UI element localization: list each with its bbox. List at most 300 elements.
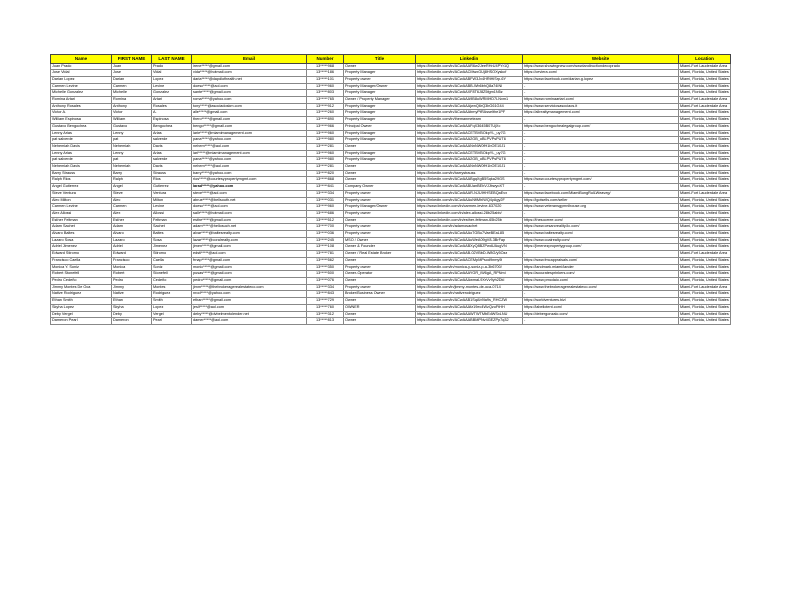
cell-last-name: Sosa	[152, 237, 192, 244]
cell-location: Miami, Florida, United States	[679, 298, 731, 305]
cell-first-name: Steve	[112, 190, 152, 197]
cell-last-name: Vergel	[152, 311, 192, 318]
cell-last-name: Lopez	[152, 304, 192, 311]
cell-last-name: Lopez	[152, 76, 192, 83]
cell-last-name: Gutierrez	[152, 184, 192, 191]
cell-name: Nehemiah Davis	[51, 164, 112, 171]
cell-name: Robert Stonefell	[51, 271, 112, 278]
cell-location: Miami, Florida, United States	[679, 184, 731, 191]
cell-number: 13*****076	[307, 278, 344, 285]
cell-name: Native Rodriguez	[51, 291, 112, 298]
cell-title: Owner	[344, 143, 416, 150]
cell-location: Miami, Florida, United States	[679, 204, 731, 211]
cell-website: https://www.facebook.com/MiamiBungRulLWeaveg/	[523, 190, 679, 197]
cell-linkedin: https://linkedin.com/in/ACwAAAwmaL9XrVv9yh2Dkl	[416, 278, 523, 285]
cell-linkedin: https://linkedin.com/in/ACwAAAWTWTMbEdWSxLNU	[416, 311, 523, 318]
table-row	[51, 103, 731, 110]
cell-linkedin: https://linkedin.com/in/ACwAAABgqXgB5Sqka29GS	[416, 177, 523, 184]
cell-last-name: A.	[152, 110, 192, 117]
cell-linkedin: https://linkedin.com/in/ACwAACETBVBOkpYL_uy7G	[416, 150, 523, 157]
cell-name: Lenny Arias	[51, 130, 112, 137]
cell-number: 13*****101	[307, 76, 344, 83]
cell-name: Dameron Pearl	[51, 318, 112, 325]
cell-number: 13*****260	[307, 110, 344, 117]
cell-location: Miami, Florida, United States	[679, 177, 731, 184]
cell-title: Property owner	[344, 231, 416, 238]
cell-number: 13*****868	[307, 177, 344, 184]
cell-title: Owner & Founder	[344, 244, 416, 251]
cell-location: Miami, Florida, United States	[679, 237, 731, 244]
cell-name: pat salverde	[51, 157, 112, 164]
cell-first-name: Francisco	[112, 257, 152, 264]
cell-website: https://ceviera.com/	[523, 70, 679, 77]
cell-email: ethan*****@gmail.com	[192, 298, 307, 305]
cell-first-name: Alex	[112, 210, 152, 217]
cell-email: vida*****@hotmail.com	[192, 70, 307, 77]
header-row	[51, 55, 731, 64]
table-row	[51, 76, 731, 83]
cell-last-name: Smith	[152, 298, 192, 305]
cell-title: Property Manager	[344, 90, 416, 97]
cell-location: Miami, Florida, United States	[679, 257, 731, 264]
cell-last-name: Stiromo	[152, 251, 192, 258]
cell-last-name: Levine	[152, 204, 192, 211]
table-row	[51, 210, 731, 217]
table-row	[51, 90, 731, 97]
cell-first-name: Barry	[112, 170, 152, 177]
cell-name: Skyha Lopez	[51, 304, 112, 311]
cell-linkedin: https://linkedin.com/in/themanmeteam	[416, 117, 523, 124]
cell-name: Edward Stiromo	[51, 251, 112, 258]
cell-location: Miami, Florida, United States	[679, 264, 731, 271]
cell-location: Miami, Florida, United States	[679, 157, 731, 164]
cell-first-name: Ethan	[112, 298, 152, 305]
cell-last-name: Caella	[152, 257, 192, 264]
cell-location: Miami, Florida, United States	[679, 224, 731, 231]
cell-email: steve*****@aol.com	[192, 190, 307, 197]
cell-first-name: Skyha	[112, 304, 152, 311]
cell-first-name: Dameron	[112, 318, 152, 325]
table-row	[51, 257, 731, 264]
header-website: Website	[523, 55, 679, 64]
cell-number: 13*****765	[307, 97, 344, 104]
cell-title: Principal Owner	[344, 123, 416, 130]
header-number: Number	[307, 55, 344, 64]
cell-name: Romina Artari	[51, 97, 112, 104]
cell-linkedin: https://linkedin.com/in/ACwAAABBMPNv4GEZPp7q32	[416, 318, 523, 325]
cell-number: 13*****960	[307, 83, 344, 90]
cell-email: esthe*****@gmail.com	[192, 217, 307, 224]
cell-last-name: Espinosa	[152, 117, 192, 124]
cell-location: Miami-Fort Lauderdale Area	[679, 284, 731, 291]
cell-email: larad*****@yahoo.com	[192, 184, 307, 191]
cell-linkedin: https://linkedin.com/in/ACwAAAuWeA09gV8-3BrFap	[416, 237, 523, 244]
cell-first-name: Victor	[112, 110, 152, 117]
cell-number: 13*****968	[307, 63, 344, 70]
cell-name: Ralph Rios	[51, 177, 112, 184]
cell-last-name: Sachet	[152, 224, 192, 231]
cell-number: 13*****334	[307, 284, 344, 291]
cell-title: MSO / Owner	[344, 237, 416, 244]
cell-number: 13*****108	[307, 244, 344, 251]
cell-website: -	[523, 90, 679, 97]
cell-name: Jimmy Montes De Oca	[51, 284, 112, 291]
table-row	[51, 83, 731, 90]
cell-first-name: Pedro	[112, 278, 152, 285]
cell-number: 13*****781	[307, 251, 344, 258]
cell-title: Property Manager	[344, 137, 416, 144]
cell-location: Miami-Fort Lauderdale Area	[679, 190, 731, 197]
cell-location: Miami, Florida, United States	[679, 170, 731, 177]
cell-last-name: Ventura	[152, 190, 192, 197]
cell-first-name: Gustavo	[112, 123, 152, 130]
cell-location: Miami-Fort Lauderdale Area	[679, 97, 731, 104]
cell-title: Property owner	[344, 224, 416, 231]
cell-title: Owner	[344, 164, 416, 171]
cell-number: 13*****186	[307, 70, 344, 77]
cell-last-name: Soniz	[152, 264, 192, 271]
cell-linkedin: https://linkedin.com/in/ACwAAANnNW0fH1bOE10J1	[416, 164, 523, 171]
cell-linkedin: https://linkedin.com/in/monica-y-soniz-p-a-3b6700/	[416, 264, 523, 271]
cell-name: Alec Milton	[51, 197, 112, 204]
cell-website: -	[523, 150, 679, 157]
table-row	[51, 298, 731, 305]
cell-location: Miami, Florida, United States	[679, 311, 731, 318]
cell-website: -	[523, 251, 679, 258]
cell-name: Darian Lopez	[51, 76, 112, 83]
cell-linkedin: https://linkedin.com/in/ACwAAA2GB_oBLPVPsPUT6	[416, 157, 523, 164]
cell-last-name: Bengochea	[152, 123, 192, 130]
cell-website: https://www.serviciosasociaos.it	[523, 103, 679, 110]
cell-email: pana*****@yahoo.com	[192, 137, 307, 144]
cell-email: doesc*****@aol.com	[192, 204, 307, 211]
table-row	[51, 197, 731, 204]
cell-website: -	[523, 130, 679, 137]
cell-linkedin: https://linkedin.com/in/ACwAAB1SqAb9Ia9s_RHCZW	[416, 298, 523, 305]
cell-title: Broker/Business Owner	[344, 291, 416, 298]
cell-last-name: Davis	[152, 143, 192, 150]
cell-email: nehem*****@aol.com	[192, 164, 307, 171]
cell-email: doesc*****@aol.com	[192, 83, 307, 90]
cell-email: sante*****@gmail.com	[192, 90, 307, 97]
cell-last-name: Davis	[152, 164, 192, 171]
cell-linkedin: https://linkedin.com/in/nativerodriguez	[416, 291, 523, 298]
cell-name: Gustavo Bengochea	[51, 123, 112, 130]
table-row	[51, 217, 731, 224]
cell-location: Miami, Florida, United States	[679, 76, 731, 83]
cell-first-name: Angel	[112, 184, 152, 191]
header-location: Location	[679, 55, 731, 64]
cell-title: Property Manager	[344, 110, 416, 117]
cell-linkedin: https://linkedin.com/in/ACwAAA9B8uWRMHD7LNxm1	[416, 97, 523, 104]
cell-website: https://jimenezpropertygroup.com/	[523, 244, 679, 251]
cell-title: Owner-Operator	[344, 271, 416, 278]
cell-linkedin: https://linkedin.com/in/ACwAAAR-NJUIHHSEBQaEvx	[416, 190, 523, 197]
cell-name: Adam Sachet	[51, 224, 112, 231]
cell-number: 13*****686	[307, 210, 344, 217]
cell-title: Company Owner	[344, 184, 416, 191]
cell-name: Monica Y. Soniz	[51, 264, 112, 271]
cell-title: Property owner	[344, 76, 416, 83]
cell-name: pat salverde	[51, 137, 112, 144]
table-row	[51, 244, 731, 251]
cell-linkedin: https://linkedin.com/in/ACwAAAuNfiMhIWQ4yAgy2F	[416, 197, 523, 204]
table-row	[51, 224, 731, 231]
cell-location: Miami, Florida, United States	[679, 137, 731, 144]
cell-linkedin: https://www.linkedin.com/in/esther-feltman-65b25b	[416, 217, 523, 224]
cell-first-name: Nehemiah	[112, 164, 152, 171]
table-row	[51, 204, 731, 211]
cell-location: Miami, Florida, United States	[679, 278, 731, 285]
cell-location: Miami, Florida, United States	[679, 217, 731, 224]
cell-last-name: Artari	[152, 97, 192, 104]
cell-location: Miami, Florida, United States	[679, 271, 731, 278]
cell-number: 13*****245	[307, 237, 344, 244]
cell-email: larie*****@miamimanagement.com	[192, 130, 307, 137]
cell-linkedin: https://linkedin.com/in/ACwAAAfz19ec4WzQzuFtHH	[416, 304, 523, 311]
cell-website: -	[523, 318, 679, 325]
cell-first-name: Robert	[112, 271, 152, 278]
cell-title: Property owner	[344, 264, 416, 271]
cell-name: Michelle Gonzalez	[51, 90, 112, 97]
cell-title: Property Manager/Owner	[344, 83, 416, 90]
cell-location: Miami-Fort Lauderdale Area	[679, 63, 731, 70]
cell-website: https://www.baltesrealty.com/	[523, 231, 679, 238]
cell-email: barry*****@yahoo.com	[192, 170, 307, 177]
cell-website: https://worldventures.biz/	[523, 298, 679, 305]
cell-location: Miami, Florida, United States	[679, 304, 731, 311]
table-row	[51, 304, 731, 311]
cell-name: Francisco Caella	[51, 257, 112, 264]
cell-first-name: Anthony	[112, 103, 152, 110]
cell-number: 13*****803	[307, 90, 344, 97]
table-row	[51, 110, 731, 117]
cell-number: 13*****960	[307, 204, 344, 211]
cell-number: 13*****350	[307, 264, 344, 271]
cell-number: 13*****960	[307, 150, 344, 157]
cell-number: 13*****813	[307, 318, 344, 325]
cell-number: 13*****036	[307, 231, 344, 238]
cell-linkedin: https://linkedin.com/in/ACwAACEMpMPsod9nmy9i	[416, 257, 523, 264]
cell-website: -	[523, 170, 679, 177]
cell-title: Owner	[344, 318, 416, 325]
table-row	[51, 130, 731, 137]
header-first-name: FIRST NAME	[112, 55, 152, 64]
cell-title: Property Manager	[344, 130, 416, 137]
cell-linkedin: https://linkedin.com/in/ACwAAAbmyPtRAsselthe1PF	[416, 110, 523, 117]
cell-name: Anthony Rosales	[51, 103, 112, 110]
cell-number: 13*****500	[307, 271, 344, 278]
table-row	[51, 137, 731, 144]
cell-last-name: Prado	[152, 63, 192, 70]
cell-last-name: Levine	[152, 83, 192, 90]
table-row	[51, 170, 731, 177]
cell-email: jimen*****@gmail.com	[192, 244, 307, 251]
cell-email: jimm*****@thebrokeragerealestateco.com	[192, 284, 307, 291]
cell-linkedin: https://linkedin.com/in/jimmy-montes-de-oca-0714	[416, 284, 523, 291]
cell-title: Property Manager	[344, 70, 416, 77]
cell-email: daria*****@dapdlofhealth.net	[192, 76, 307, 83]
cell-website: -	[523, 157, 679, 164]
table-row	[51, 231, 731, 238]
cell-location: Miami, Florida, United States	[679, 117, 731, 124]
cell-last-name: Stonefell	[152, 271, 192, 278]
cell-title: Owner	[344, 311, 416, 318]
table-row	[51, 251, 731, 258]
cell-linkedin: https://linkedin.com/in/ACwAAAYGR_iW6gA_RPNmi	[416, 271, 523, 278]
cell-website: https://labellotent.com/	[523, 304, 679, 311]
cell-title: Owner	[344, 298, 416, 305]
cell-email: alle*****@gmail.com	[192, 110, 307, 117]
cell-name: Barry Strauss	[51, 170, 112, 177]
cell-website: -	[523, 143, 679, 150]
table-row	[51, 117, 731, 124]
cell-name: Angel Gutierrez	[51, 184, 112, 191]
cell-title: Property Manager	[344, 103, 416, 110]
cell-email: rios*****@courtesypropertymgmt.com	[192, 177, 307, 184]
cell-name: Ethan Smith	[51, 298, 112, 305]
cell-email: frnap*****@gmail.com	[192, 257, 307, 264]
table-row	[51, 150, 731, 157]
cell-website: https://www.thebrokeragerealestateco.com/	[523, 284, 679, 291]
cell-number: 13*****966	[307, 123, 344, 130]
cell-first-name: pat	[112, 157, 152, 164]
cell-last-name: Arias	[152, 150, 192, 157]
cell-linkedin: https://linkedin.com/in/adamosachet	[416, 224, 523, 231]
cell-linkedin: https://www.linkedin.com/in/carmen-levine-637020	[416, 204, 523, 211]
cell-location: Miami-Fort Lauderdale Area	[679, 103, 731, 110]
cell-email: roma*****@yahoo.com	[192, 97, 307, 104]
cell-email: nrod*****@yahoo.com	[192, 291, 307, 298]
cell-linkedin: https://linkedin.com/in/ACwAABUanBEbVJJbwyoXT	[416, 184, 523, 191]
cell-email: tony*****@asociadoskm.com	[192, 103, 307, 110]
cell-first-name: Carmen	[112, 83, 152, 90]
cell-linkedin: https://linkedin.com/in/ACwAAAjwnQ6rQ3bG61G44	[416, 103, 523, 110]
contacts-table	[50, 54, 731, 325]
cell-first-name: Monica	[112, 264, 152, 271]
cell-website: -	[523, 83, 679, 90]
table-row	[51, 311, 731, 318]
cell-email: adam*****@hellosuch.net	[192, 224, 307, 231]
table-row	[51, 70, 731, 77]
cell-first-name: Native	[112, 291, 152, 298]
cell-name: Alvaro Baltes	[51, 231, 112, 238]
cell-location: Miami, Florida, United States	[679, 70, 731, 77]
table-row	[51, 318, 731, 325]
cell-first-name: Lenny	[112, 150, 152, 157]
cell-number: 13*****820	[307, 170, 344, 177]
cell-location: Miami, Florida, United States	[679, 83, 731, 90]
cell-name: Nehemiah Davis	[51, 143, 112, 150]
cell-email: pana*****@yahoo.com	[192, 157, 307, 164]
cell-first-name: Edward	[112, 251, 152, 258]
cell-last-name: Baltes	[152, 231, 192, 238]
cell-last-name: Cedeño	[152, 278, 192, 285]
cell-last-name: Jimenez	[152, 244, 192, 251]
cell-email: lari*****@miamimanagement.com	[192, 150, 307, 157]
cell-name: Lenny Arias	[51, 150, 112, 157]
cell-website: https://www.veteransgymnlhouse.org	[523, 204, 679, 211]
cell-last-name: salverde	[152, 137, 192, 144]
cell-last-name: Feltman	[152, 217, 192, 224]
cell-website: https://www.coalrealty.com/	[523, 237, 679, 244]
cell-title: Owner	[344, 257, 416, 264]
cell-first-name: Romina	[112, 97, 152, 104]
cell-name: William Espinosa	[51, 117, 112, 124]
header-name: Name	[51, 55, 112, 64]
cell-website: https://allrealtymanagement.com/	[523, 110, 679, 117]
cell-first-name: Jose	[112, 70, 152, 77]
cell-last-name: Rosales	[152, 103, 192, 110]
cell-email: jesli*****@aol.com	[192, 304, 307, 311]
table-row	[51, 184, 731, 191]
cell-name: Alex Allossi	[51, 210, 112, 217]
table-row	[51, 123, 731, 130]
cell-name: Juan Prado	[51, 63, 112, 70]
table-row	[51, 291, 731, 298]
cell-number: 13*****700	[307, 224, 344, 231]
cell-location: Miami, Florida, United States	[679, 210, 731, 217]
cell-email: pusas*****@gmail.com	[192, 271, 307, 278]
table-row	[51, 264, 731, 271]
cell-location: Miami, Florida, United States	[679, 318, 731, 325]
cell-number: 13*****843	[307, 291, 344, 298]
cell-name: Carmen Levine	[51, 204, 112, 211]
cell-linkedin: https://linkedin.com/in/ACwAAAo7GBu7VaeBEaL85	[416, 231, 523, 238]
cell-title: Owner	[344, 170, 416, 177]
cell-first-name: Carmen	[112, 204, 152, 211]
cell-linkedin: https://linkedin.com/in/ACwAABFW3Jv4HRtHiSrp-6Y	[416, 76, 523, 83]
cell-number: 13*****312	[307, 311, 344, 318]
header-last-name: LAST NAME	[152, 55, 192, 64]
cell-first-name: Lazaro	[112, 237, 152, 244]
header-linkedin: Linkedin	[416, 55, 523, 64]
cell-last-name: Rodriguez	[152, 291, 192, 298]
cell-location: Miami, Florida, United States	[679, 90, 731, 97]
cell-last-name: Pearl	[152, 318, 192, 325]
cell-email: irene*****@gmail.com	[192, 63, 307, 70]
table-row	[51, 63, 731, 70]
header-email: Email	[192, 55, 307, 64]
table-row	[51, 157, 731, 164]
cell-location: Miami, Florida, United States	[679, 150, 731, 157]
cell-linkedin: https://linkedin.com/in/ACwAACETBVBOkpYL_uy7G	[416, 130, 523, 137]
cell-email: abrue*****@bellsouth.net	[192, 197, 307, 204]
cell-number: 13*****980	[307, 157, 344, 164]
cell-number: 13*****031	[307, 197, 344, 204]
cell-title: Owner	[344, 177, 416, 184]
cell-location: Miami, Florida, United States	[679, 231, 731, 238]
cell-name: Lazaro Sosa	[51, 237, 112, 244]
cell-name: Pedro Cedeño	[51, 278, 112, 285]
cell-website: -	[523, 117, 679, 124]
cell-email: damer*****@aol.com	[192, 318, 307, 325]
cell-email: thero*****@gmail.com	[192, 117, 307, 124]
cell-title: Owner	[344, 217, 416, 224]
cell-website: -	[523, 164, 679, 171]
cell-title: Property Manager	[344, 157, 416, 164]
cell-website: https://www.fmcappraisals.com/	[523, 257, 679, 264]
cell-first-name: Ralph	[112, 177, 152, 184]
cell-number: 13*****980	[307, 137, 344, 144]
cell-location: Miami, Florida, United States	[679, 164, 731, 171]
cell-name: Jose Vidal	[51, 70, 112, 77]
cell-location: Miami, Florida, United States	[679, 244, 731, 251]
cell-location: Miami-Fort Lauderdale Area	[679, 251, 731, 258]
cell-title: Property Manager/Owner	[344, 204, 416, 211]
cell-number: 13*****760	[307, 304, 344, 311]
cell-website: -	[523, 137, 679, 144]
